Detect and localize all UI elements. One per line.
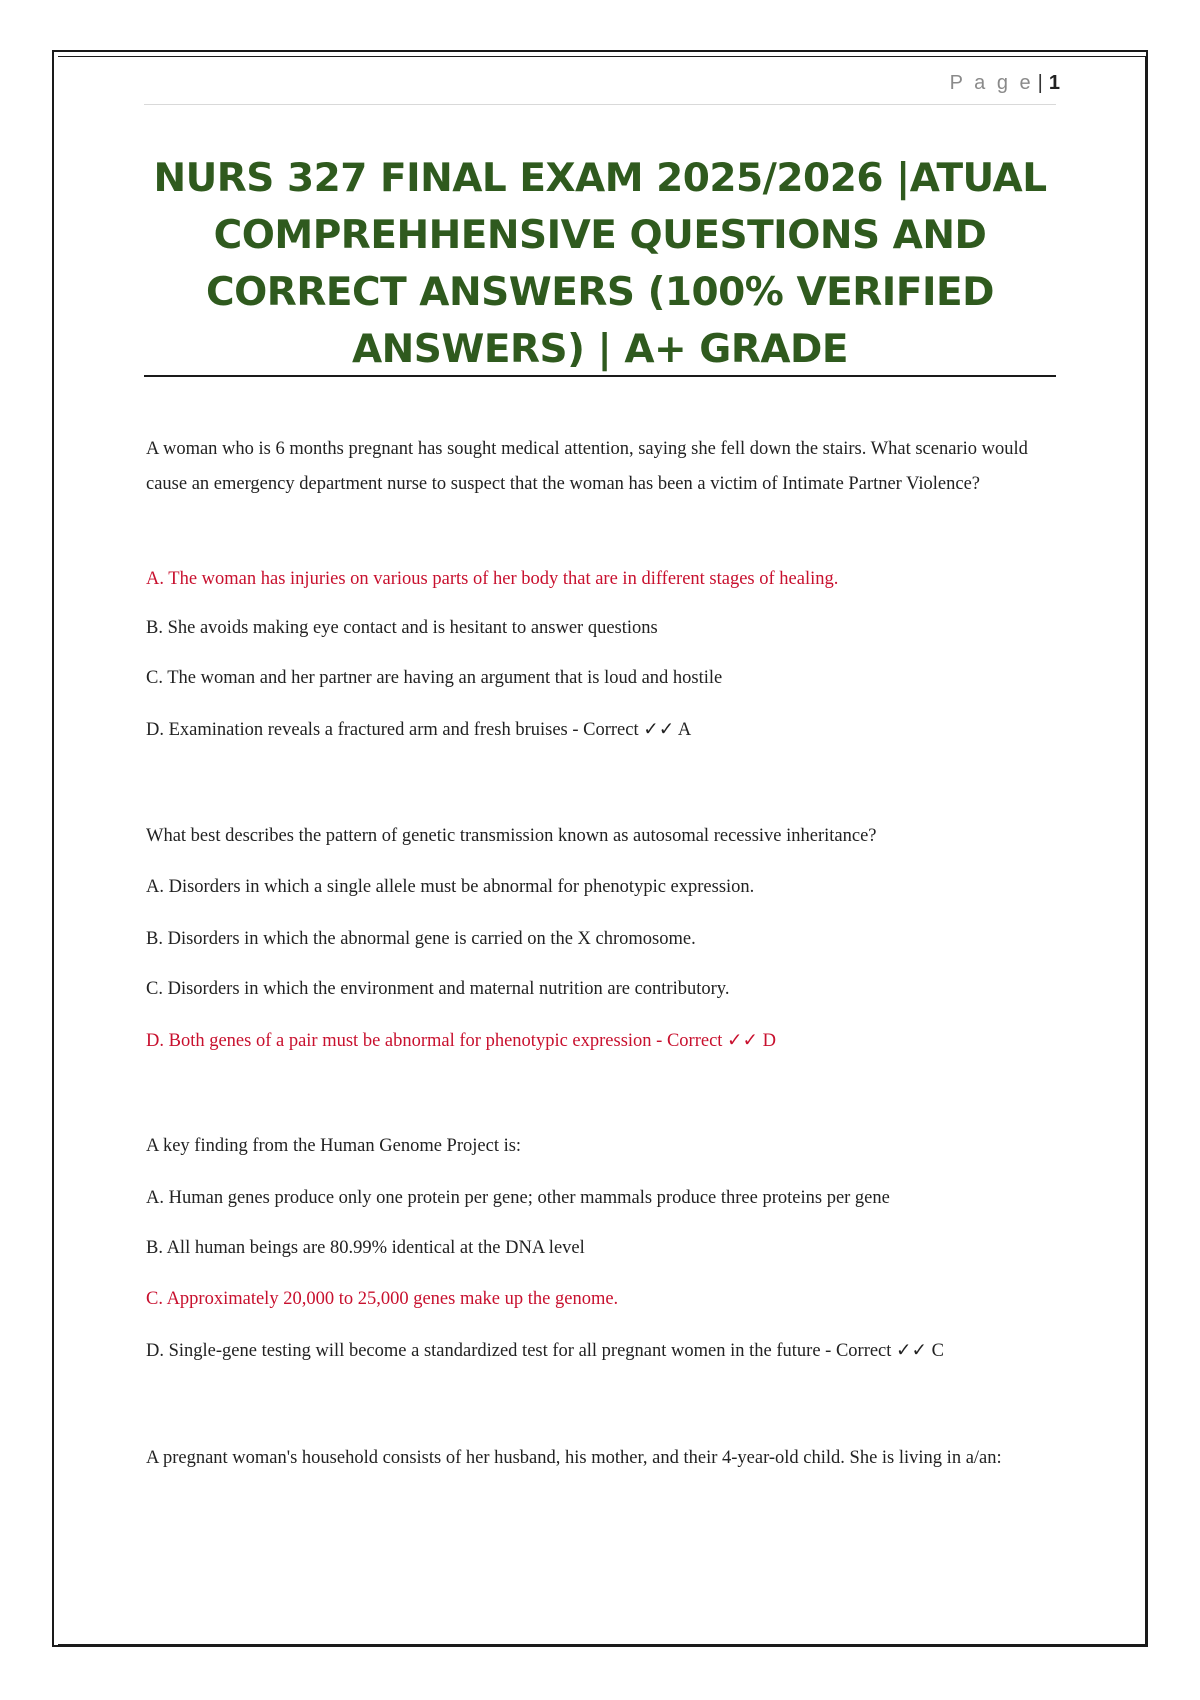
answer-option-correct: C. Approximately 20,000 to 25,000 genes make up the genome. [146,1289,619,1309]
page-number: 1 [1048,72,1060,94]
answer-option: B. She avoids making eye contact and is hesitant to answer questions [146,618,658,638]
answer-option: C. Disorders in which the environment and maternal nutrition are contributory. [146,979,730,999]
page-number-header [950,72,1060,95]
answer-option-correct: A. The woman has injuries on various parts of her body that are in different stages of healing. [146,569,839,589]
answer-option: A. Disorders in which a single allele must be abnormal for phenotypic expression. [146,877,755,897]
document-title: NURS 327 FINAL EXAM 2025/2026 |ATUAL COMPREHHENSIVE QUESTIONS AND CORRECT ANSWERS (100% VERIFIED ANSWERS) | A+ GRADE [153,156,1047,372]
question-block [146,1441,1056,1476]
answer-option: A. Human genes produce only one protein per gene; other mammals produce three proteins per gene [146,1188,890,1208]
question-stem: What best describes the pattern of genetic transmission known as autosomal recessive inheritance? [146,826,877,846]
answer-option: C. The woman and her partner are having an argument that is loud and hostile [146,668,723,688]
answer-option: D. Examination reveals a fractured arm and fresh bruises - Correct ✓✓ A [146,720,692,740]
question-block [146,1132,1056,1365]
answer-option: B. Disorders in which the abnormal gene is carried on the X chromosome. [146,929,696,949]
answer-option-correct: D. Both genes of a pair must be abnormal for phenotypic expression - Correct ✓✓ D [146,1031,777,1051]
question-stem: A woman who is 6 months pregnant has sought medical attention, saying she fell down the stairs. What scenario would cause an emergency department nurse to suspect that the woman has been a victim of Intimate Partner Violence? [146,439,1028,494]
answer-option: D. Single-gene testing will become a standardized test for all pregnant women in the future - Correct ✓✓ C [146,1341,945,1361]
question-stem: A pregnant woman's household consists of her husband, his mother, and their 4-year-old child. She is living in a/an: [146,1448,1002,1468]
header-divider [144,104,1056,105]
title-divider [144,375,1056,377]
answer-option: B. All human beings are 80.99% identical at the DNA level [146,1238,585,1258]
question-block [146,822,1056,1055]
question-list [146,432,1056,1476]
question-stem: A key finding from the Human Genome Project is: [146,1136,522,1156]
page-label: P a g e [949,72,1034,94]
page-separator: | [1037,72,1043,94]
question-block [146,432,1056,744]
